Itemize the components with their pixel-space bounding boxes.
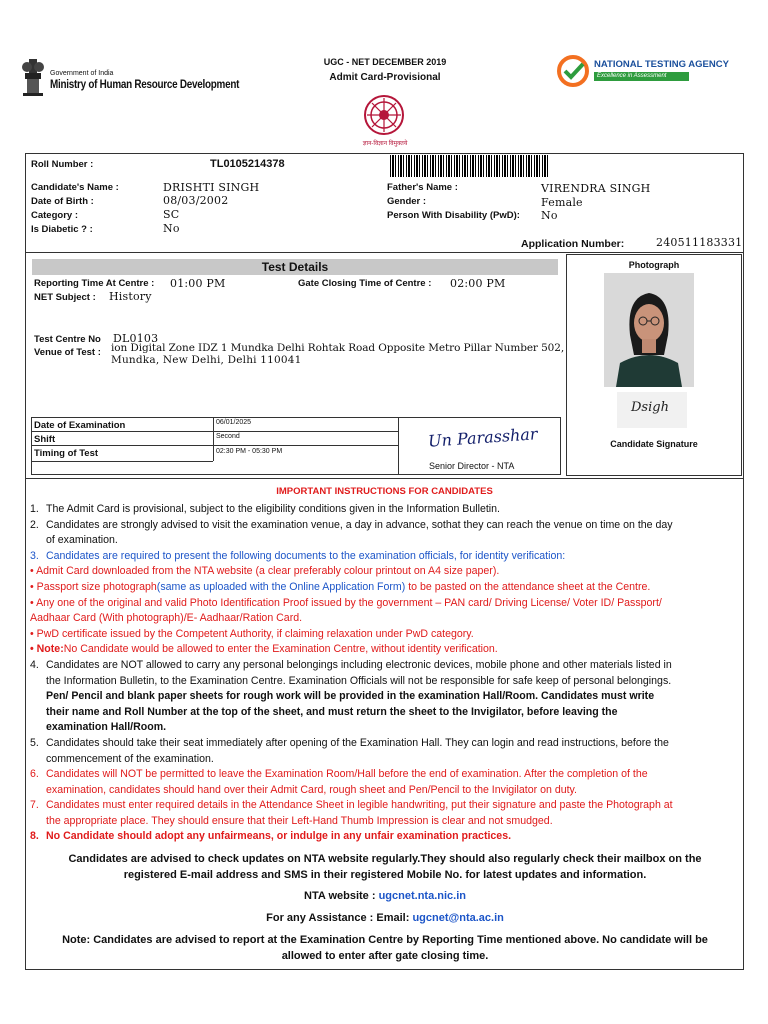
advice-line: registered E-mail address and SMS in their registered Mobile No. for latest updates and information. [123,869,647,881]
category-value: SC [163,208,180,221]
gate-closing-value: 02:00 PM [450,277,506,290]
instruction-number: 8. [30,830,39,843]
venue-line-2: Mundka, New Delhi, Delhi 110041 [111,354,302,366]
gov-of-india-text: Government of India [50,70,114,77]
shift-label: Shift [34,434,56,445]
reporting-time-value: 01:00 PM [170,277,226,290]
instruction-5-cont: commencement of the examination. [46,752,214,765]
instruction-6-cont: examination, candidates should hand over their Admit Card, rough sheet and Pen/Pencil to the Invigilator on duty. [46,783,577,796]
footer-note [30,932,740,964]
father-name-label: Father's Name : [387,182,458,193]
instruction-text: Candidates should take their seat immediately after opening of the Examination Hall. They can login and read instructions, before the [46,736,669,749]
bullet-id-proof: • Any one of the original and valid Photo Identification Proof issued by the government – PAN card/ Driving License/ Voter ID/ Passport/ [30,596,662,609]
instruction-4 [30,658,740,674]
instruction-text: Candidates are required to present the following documents to the examination officials, for identity verification: [46,549,566,562]
candidate-photo [604,273,694,387]
exam-title: UGC - NET DECEMBER 2019 [323,57,447,67]
instruction-number: 2. [30,518,39,531]
instruction-4-cont: the Information Bulletin, to the Examination Centre. Examination Officials will not be responsible for safe keep of personal belongings. [46,674,672,687]
instruction-number: 3. [30,549,39,562]
bullet-pwd: • PwD certificate issued by the Competent Authority, if claiming relaxation under PwD category. [30,627,474,640]
instruction-text: The Admit Card is provisional, subject to the eligibility conditions given in the Information Bulletin. [46,503,500,515]
net-subject-label: NET Subject : [34,292,96,303]
instruction-number: 6. [30,768,39,781]
instruction-7-cont: the appropriate place. They should ensure that their Left-Hand Thumb Impression is clear and not smudged. [46,814,553,827]
dob-label: Date of Birth : [31,196,94,207]
pwd-value: No [541,209,558,222]
instructions-heading: IMPORTANT INSTRUCTIONS FOR CANDIDATES [276,486,493,497]
diabetic-value: No [163,222,180,235]
instruction-text: No Candidate should adopt any unfairmeans, or indulge in any unfair examination practices. [46,830,512,843]
net-subject-value: History [109,290,152,303]
venue-line-1: ion Digital Zone IDZ 1 Mundka Delhi Rohtak Road Opposite Metro Pillar Number 502, [111,342,565,354]
instruction-8 [30,829,740,845]
gender-label: Gender : [387,196,427,207]
ugc-motto: ज्ञान-विज्ञान विमुक्तये [362,141,408,147]
table-divider [213,417,214,461]
reporting-time-label: Reporting Time At Centre : [34,278,155,289]
instructions-list [30,502,740,845]
instruction-number: 7. [30,799,39,812]
candidate-name-value: DRISHTI SINGH [163,181,260,194]
nta-tagline: Excellence in Assessment [594,72,689,81]
barcode [390,155,550,177]
instruction-4-bold: examination Hall/Room. [46,721,167,734]
instruction-5 [30,736,740,752]
note-line: allowed to enter after gate closing time. [281,950,489,962]
table-divider [31,431,398,432]
assistance-email [30,910,740,926]
ministry-name: Ministry of Human Resource Development [50,79,240,91]
instruction-text: Candidates are strongly advised to visit the examination venue, a day in advance, sothat they can reach the venue on time on the day [46,518,673,531]
instruction-text: Candidates must enter required details in the Attendance Sheet in legible handwriting, put their signature and paste the Photograph at [46,799,673,812]
shift-value: Second [216,433,240,440]
gender-value: Female [541,196,583,209]
card-title: Admit Card-Provisional [329,72,441,83]
table-divider [398,417,399,475]
diabetic-label: Is Diabetic ? : [31,224,93,235]
timing-label: Timing of Test [34,448,99,459]
director-title: Senior Director - NTA [429,461,515,471]
photograph-heading: Photograph [628,260,680,270]
gate-closing-label: Gate Closing Time of Centre : [298,278,432,289]
bullet-text: to be pasted on the attendance sheet at the Centre. [405,580,651,593]
instruction-2-cont: of examination. [46,534,118,547]
note-line: Note: Candidates are advised to report at the Examination Centre by Reporting Time mentioned above. No candidate will be [62,934,708,946]
candidate-name-label: Candidate's Name : [31,182,119,193]
instruction-4-bold: their name and Roll Number at the top of the sheet, and must return the sheet to the Invigilator, before leaving the [46,705,618,718]
instruction-1 [30,502,740,518]
father-name-value: VIRENDRA SINGH [541,182,651,195]
email-link[interactable]: ugcnet@nta.ac.in [412,912,504,924]
candidate-signature-label: Candidate Signature [610,439,698,449]
candidate-signature-text: Dsigh [631,400,669,415]
ugc-emblem-icon [363,94,405,136]
test-centre-no-label: Test Centre No [34,334,101,345]
roll-number-value: TL0105214378 [210,158,285,170]
nta-website [30,888,740,904]
test-details-heading: Test Details [32,259,558,275]
table-divider [31,445,398,446]
bullet-id-proof-cont: Aadhaar Card (With photograph)/E- Aadhaar/Ration Card. [30,612,303,625]
test-centre-no-value: DL0103 [113,332,159,345]
application-number-value: 240511183331 [656,236,743,249]
footer-advice [30,851,740,883]
nta-logo-icon [557,55,589,87]
instruction-text: Candidates will NOT be permitted to leave the Examination Room/Hall before the end of examination. After the completion of the [46,768,648,781]
instruction-text: Candidates are NOT allowed to carry any personal belongings including electronic devices, mobile phone and other materials listed in [46,658,672,671]
application-number-label: Application Number: [521,238,625,250]
instruction-3 [30,549,740,565]
instruction-4-bold: Pen/ Pencil and blank paper sheets for rough work will be provided in the examination Hall/Room. Candidates must write [46,690,655,703]
roll-number-label: Roll Number : [31,159,94,170]
exam-date-label: Date of Examination [34,420,126,431]
instruction-number: 4. [30,658,39,671]
note-label: • Note: [30,643,64,656]
director-signature: Un Parasshar [427,424,539,451]
category-label: Category : [31,210,78,221]
divider [25,478,744,479]
email-label: For any Assistance : Email: [266,912,413,924]
govt-emblem-icon [20,57,46,99]
bullet-text: • Passport size photograph [30,580,157,593]
bullet-admit-card: • Admit Card downloaded from the NTA website (a clear preferably colour printout on A4 size paper). [30,565,500,578]
instruction-2 [30,518,740,534]
venue-label: Venue of Test : [34,347,101,358]
website-label: NTA website : [304,890,379,902]
advice-line: Candidates are advised to check updates on NTA website regularly.They should also regularly check their mailbox on the [68,853,702,865]
exam-date-value: 06/01/2025 [216,419,252,426]
instruction-number: 5. [30,736,39,749]
candidate-signature-image [617,392,687,428]
nta-name: NATIONAL TESTING AGENCY [594,59,729,70]
bullet-note [30,642,740,658]
instruction-number: 1. [30,503,39,515]
dob-value: 08/03/2002 [163,194,229,207]
table-divider [31,461,213,462]
website-link[interactable]: ugcnet.nta.nic.in [378,890,466,902]
instruction-6 [30,767,740,783]
bullet-text-blue: (same as uploaded with the Online Application Form) [156,580,406,593]
timing-value: 02:30 PM - 05:30 PM [216,448,283,455]
pwd-label: Person With Disability (PwD): [387,210,520,221]
instruction-7 [30,798,740,814]
note-text: No Candidate would be allowed to enter the Examination Centre, without identity verification. [63,643,498,656]
bullet-photo [30,580,740,596]
divider [25,252,744,253]
